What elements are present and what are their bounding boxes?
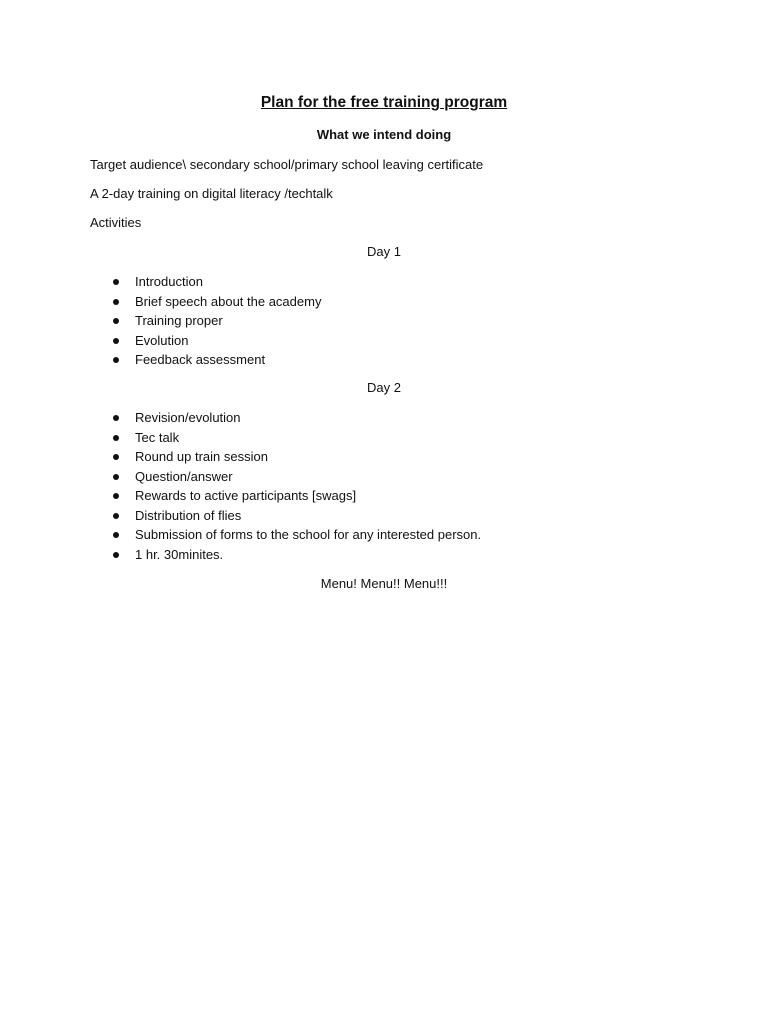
bullet-icon [113, 474, 119, 480]
bullet-icon [113, 454, 119, 460]
bullet-icon [113, 415, 119, 421]
list-item-text: Distribution of flies [135, 507, 242, 523]
closing-text: Menu! Menu!! Menu!!! [320, 576, 448, 591]
activities-label: Activities [90, 215, 142, 230]
page-title: Plan for the free training program [260, 94, 508, 111]
list-item [0, 294, 768, 314]
day1-list [0, 274, 768, 372]
list-item [0, 488, 768, 508]
day2-list [0, 410, 768, 566]
list-item [0, 430, 768, 450]
list-item [0, 547, 768, 567]
bullet-icon [113, 318, 119, 324]
day2-heading: Day 2 [367, 380, 401, 395]
bullet-icon [113, 552, 119, 558]
list-item-text: Brief speech about the academy [135, 293, 322, 309]
bullet-icon [113, 435, 119, 441]
bullet-icon [113, 299, 119, 305]
list-item [0, 469, 768, 489]
list-item-text: Feedback assessment [135, 352, 266, 367]
list-item-text: Round up train session [135, 449, 268, 464]
list-item-text: 1 hr. 30minites. [135, 546, 224, 562]
bullet-icon [113, 279, 119, 285]
list-item-text: Training proper [135, 313, 223, 328]
list-item-text: Revision/evolution [135, 410, 241, 425]
list-item [0, 313, 768, 333]
list-item-text: Submission of forms to the school for any interested person. [135, 527, 482, 542]
training-description-text: A 2-day training on digital literacy /techtalk [90, 186, 333, 201]
list-item-text: Introduction [135, 274, 203, 289]
bullet-icon [113, 532, 119, 538]
list-item [0, 410, 768, 430]
bullet-icon [113, 338, 119, 344]
bullet-icon [113, 513, 119, 519]
list-item [0, 449, 768, 469]
list-item-text: Rewards to active participants [swags] [135, 488, 357, 503]
page-subtitle: What we intend doing [316, 127, 452, 142]
list-item [0, 508, 768, 528]
list-item-text: Tec talk [135, 429, 180, 445]
list-item [0, 352, 768, 372]
list-item-text: Question/answer [135, 468, 233, 484]
bullet-icon [113, 357, 119, 363]
bullet-icon [113, 493, 119, 499]
day1-heading: Day 1 [367, 244, 401, 259]
list-item-text: Evolution [135, 332, 189, 348]
list-item [0, 527, 768, 547]
target-audience-text: Target audience\ secondary school/primary school leaving certificate [90, 157, 484, 172]
list-item [0, 333, 768, 353]
list-item [0, 274, 768, 294]
